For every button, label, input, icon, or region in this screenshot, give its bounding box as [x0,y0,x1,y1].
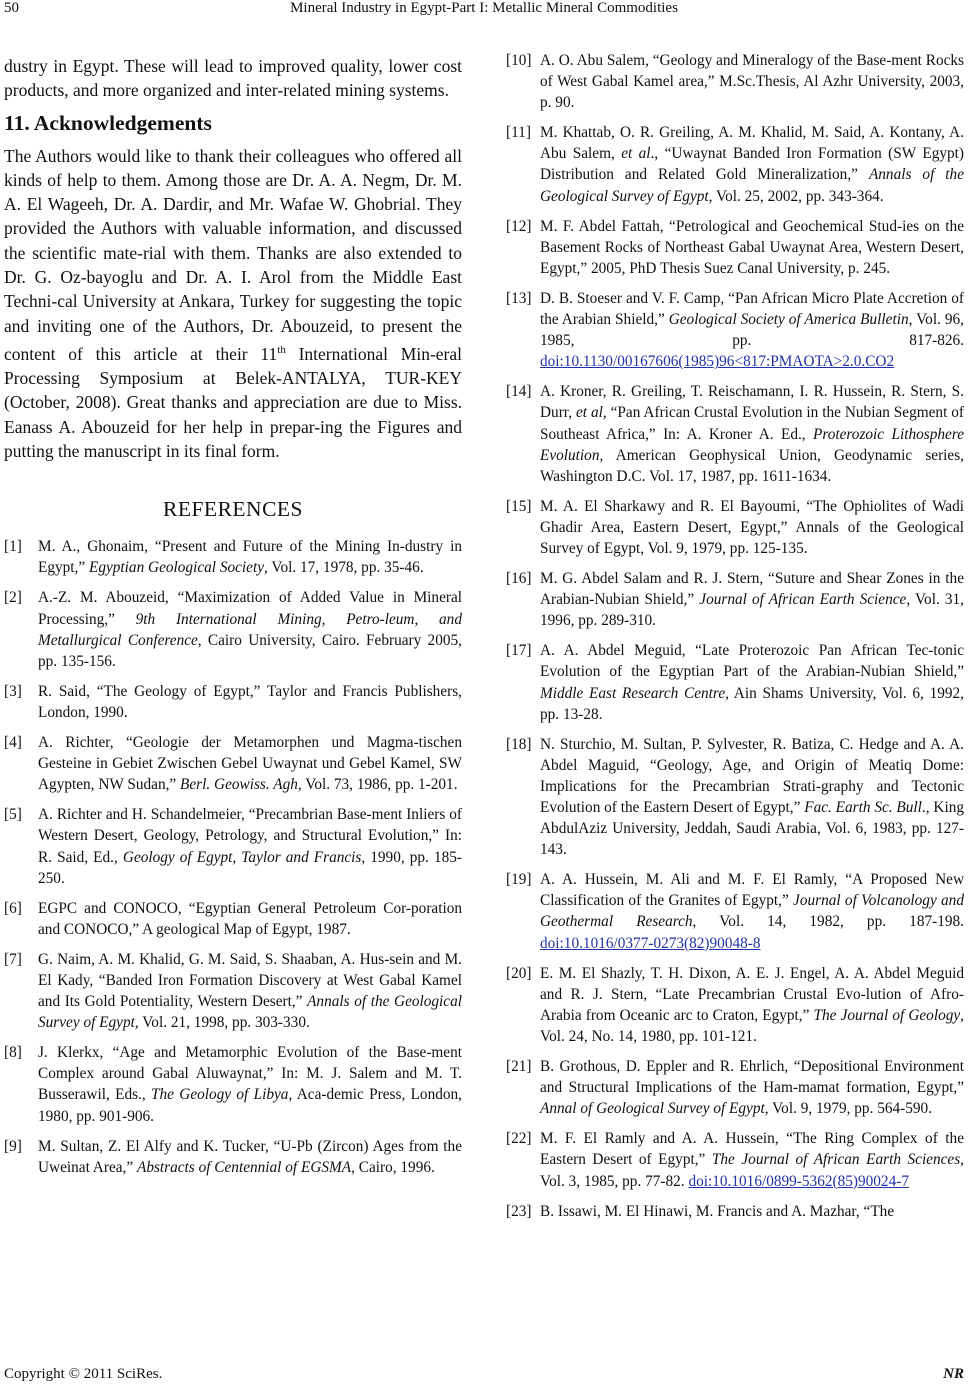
reference-segment: , “Pan African Crustal Evolution in the Nubian Segment of Southeast Africa,” In: A. Kroner A. Ed., [540,404,964,443]
reference-segment: , Cairo University, Cairo. February 2005, pp. 135-156. [38,631,462,670]
reference-number: [9] [4,1137,22,1155]
reference-entry [506,1201,964,1222]
copyright: Copyright © 2011 SciRes. [4,1366,163,1382]
reference-number: [13] [506,289,532,307]
page-footer [4,1366,964,1383]
reference-segment: A. Kroner, R. Greiling, T. Reischamann, I. R. Hussein, R. Stern, S. Durr, [540,383,964,422]
reference-segment: American Geophysical Union, Geodynamic series, Washington D.C. Vol. 17, 1987, pp. 1611-1634. [540,446,964,485]
reference-segment: M. G. Abdel Salam and R. J. Stern, “Suture and Shear Zones in the Arabian-Nubian Shield,” [540,570,964,609]
reference-segment: B. Issawi, M. El Hinawi, M. Francis and A. Mazhar, “The [540,1202,895,1220]
reference-italic: Geological Society of America Bulletin [668,311,909,329]
reference-italic: Egyptian Geological Society [88,559,264,577]
reference-text [540,568,964,631]
reference-entry [506,381,964,486]
reference-number: [6] [4,899,22,917]
reference-italic: The Journal of Geology [813,1006,961,1024]
reference-entry [4,949,462,1033]
reference-entry [506,869,964,953]
reference-segment: , Vol. 17, 1978, pp. 35-46. [264,559,424,577]
reference-text [38,681,462,723]
reference-segment: M. A., Ghonaim, “Present and Future of the Mining In-dustry in Egypt,” [38,538,462,577]
reference-number: [23] [506,1202,532,1220]
reference-entry [506,568,964,631]
reference-entry [4,536,462,578]
reference-italic: The Journal of African Earth Sciences [711,1151,961,1169]
reference-number: [4] [4,734,22,752]
reference-segment: M. A. El Sharkawy and R. El Bayoumi, “The Ophiolites of Wadi Ghadir Area, Eastern Desert, Egypt,” Annals of the Geological Survey of Egypt, Vol. 9, 1979, pp. 125-135. [540,497,964,557]
reference-number: [20] [506,964,532,982]
reference-segment: , Vol. 14, 1982, pp. 187-198. [692,913,964,931]
reference-segment: , Ain Shams University, Vol. 6, 1992, pp. 13-28. [540,684,964,723]
references-heading: REFERENCES [163,497,303,522]
reference-list-right [506,50,964,1222]
reference-segment: ., King AbdulAziz University, Jeddah, Saudi Arabia, Vol. 6, 1983, pp. 127-143. [540,799,964,859]
reference-number: [21] [506,1058,532,1076]
reference-segment: , Vol. 3, 1985, pp. 77-82. [540,1151,964,1190]
doi-link[interactable]: doi:10.1016/0899-5362(85)90024-7 [688,1172,909,1190]
reference-segment: G. Naim, A. M. Khalid, G. M. Said, S. Shaaban, A. Hus-sein and M. El Kady, “Banded Iron Formation Discovery at West Gabal Kamel and Its Gold Potentiality, Western Desert,” [38,950,462,1011]
reference-text [540,216,964,279]
reference-entry [4,1042,462,1126]
reference-text [38,587,462,671]
reference-italic: 9th International Mining, Petro-leum, and Metallurgical Conference [38,610,462,649]
reference-italic: Journal of Volcanology and Geothermal Research [540,892,964,931]
reference-segment: B. Grothous, D. Eppler and R. Ehrlich, “Depositional Environment and Structural Implications of the Ham-mamat formation, Egypt,” [540,1058,964,1097]
reference-italic: et al [576,404,603,422]
reference-italic: Annals of the Geological Survey of Egypt [540,166,964,205]
reference-entry [4,898,462,940]
reference-segment: , Vol. 24, No. 14, 1980, pp. 101-121. [540,1006,964,1045]
reference-entry [506,640,964,724]
reference-text [540,381,964,486]
reference-segment: A. Richter, “Geologie der Metamorphen und Magma-tischen Gesteine in Gebiet Zwischen Gebel Uwaynat und Gebel Kamel, SW Agypten, NW Sudan,” [38,734,462,794]
reference-italic: Abstracts of Centennial of EGSMA [136,1158,352,1176]
ack-text-part1: The Authors would like to thank their colleagues who offered all kinds of help to them. Among those are Dr. A. A. Negm, Dr. M. A. El Wageeh, Dr. A. Dardir, and Mr. Wafae W. Ghobrial. They provided the Authors with valuable information, and discussed the scientific mate-rial with them. Thanks are also extended to Dr. G. Oz-bayoglu and Dr. A. I. Arol from the Middle East Techni-cal University at Ankara, Turkey for suggesting the topic and inviting one of the Authors, Dr. Abouzeid, to present the content of this article at their 11 [4,145,462,364]
reference-number: [5] [4,806,22,824]
reference-number: [17] [506,642,532,660]
reference-text [540,288,964,372]
reference-entry [506,50,964,113]
doi-link[interactable]: doi:10.1130/00167606(1985)96<817:PMAOTA>2.0.CO2 [540,353,895,371]
reference-segment: , Vol. 96, 1985, pp. 817-826. [540,311,964,350]
reference-entry [4,1136,462,1178]
reference-text [540,50,964,113]
running-header [0,0,968,24]
reference-segment: A. Richter and H. Schandelmeier, “Precambrian Base-ment Inliers of Western Desert, Geology, Petrology, and Structural Evolution,” In: R. Said, Ed., [38,806,462,866]
reference-segment: , Vol. 25, 2002, pp. 343-364. [708,187,884,205]
reference-number: [16] [506,570,532,588]
running-title: Mineral Industry in Egypt-Part I: Metallic Mineral Commodities [290,0,678,16]
reference-text [38,804,462,888]
reference-number: [1] [4,538,22,556]
reference-number: [8] [4,1044,22,1062]
reference-number: [7] [4,950,22,968]
reference-text [540,869,964,953]
left-column [4,54,462,1187]
reference-italic: Berl. Geowiss. Agh [180,776,298,794]
reference-segment: M. F. Abdel Fattah, “Petrological and Geochemical Stud-ies on the Basement Rocks of Northeast Gabal Uwaynat Area, Western Desert, Egypt,” 2005, PhD Thesis Suez Canal University, p. 245. [540,217,964,277]
reference-italic: et al [621,145,651,163]
reference-list-left [4,536,462,1178]
ack-text-part2: International Min-eral Processing Symposium at Belek-ANTALYA, TUR-KEY (October, 2008). Great thanks and appreciation are due to Miss. Eanass A. Abouzeid for her help in prepar-ing the Figures and putting the manuscript in its final form. [4,343,462,461]
reference-entry [506,734,964,861]
reference-text [540,1128,964,1191]
reference-number: [10] [506,52,532,69]
reference-text [540,496,964,559]
reference-italic: Fac. Earth Sc. Bull [804,799,922,816]
reference-number: [18] [506,735,532,753]
reference-entry [506,122,964,206]
reference-number: [3] [4,682,22,700]
reference-text [38,536,462,578]
reference-segment: E. M. El Shazly, T. H. Dixon, A. E. J. Engel, A. A. Abdel Meguid and R. J. Stern, “Late Precambrian Crustal Evo-lution of Afro-Arabia from Oceanic arc to Craton, Egypt,” [540,964,964,1024]
reference-text [540,963,964,1047]
reference-segment: N. Sturchio, M. Sultan, P. Sylvester, R. Batiza, C. Hedge and A. A. Abdel Maguid, “Geology, Age, and Origin of Meatiq Dome: Implications for the Precambrian Strati-graphy and Tectonic Evolution of the Eastern Desert of Egypt,” [540,735,964,816]
reference-segment: M. Khattab, O. R. Greiling, A. M. Khalid, M. Said, A. Kontany, A. Abu Salem, [540,124,964,163]
reference-segment: M. F. El Ramly and A. A. Hussein, “The Ring Complex of the Eastern Desert of Egypt,” [540,1130,964,1169]
reference-text [38,949,462,1033]
ack-superscript: th [277,343,286,356]
reference-entry [4,681,462,723]
right-column [506,50,964,1231]
reference-segment: J. Klerkx, “Age and Metamorphic Evolution of the Base-ment Complex around Gabal Aluwaynat,” In: M. J. Salem and M. T. Busserawil, Eds., [38,1044,462,1104]
reference-italic: Annal of Geological Survey of Egypt [540,1100,765,1118]
reference-text [38,1042,462,1126]
reference-entry [506,1056,964,1119]
reference-segment: , Cairo, 1996. [351,1158,435,1176]
reference-segment: A. A. Hussein, M. Ali and M. F. El Ramly, “A Proposed New Classification of the Granites of Egypt,” [540,871,964,910]
reference-text [38,898,462,940]
reference-entry [4,732,462,795]
reference-entry [4,587,462,671]
reference-segment: A. O. Abu Salem, “Geology and Mineralogy of the Base-ment Rocks of West Gabal Kamel area,” M.Sc.Thesis, Al Azhr University, 2003, p. 90. [540,52,964,112]
reference-italic: Annals of the Geological Survey of Egypt [38,993,462,1032]
reference-number: [2] [4,589,22,607]
reference-segment: , 1990, pp. 185-250. [38,848,462,887]
reference-number: [19] [506,871,532,889]
reference-text [540,1056,964,1119]
reference-italic: The Geology of Libya [151,1086,289,1104]
reference-number: [15] [506,497,532,515]
journal-abbrev: NR [943,1366,964,1382]
doi-link[interactable]: doi:10.1016/0377-0273(82)90048-8 [540,934,761,952]
section-heading: 11. Acknowledgements [4,110,212,135]
reference-entry [506,216,964,279]
reference-segment: R. Said, “The Geology of Egypt,” Taylor and Francis Publishers, London, 1990. [38,682,462,721]
reference-text [38,1136,462,1178]
reference-segment: ., “Uwaynat Banded Iron Formation (SW Egypt) Distribution and Related Gold Mineralization,” [540,145,964,184]
reference-segment: , Vol. 31, 1996, pp. 289-310. [540,591,964,630]
reference-entry [506,1128,964,1191]
reference-italic: Proterozoic Lithosphere Evolution, [540,425,964,464]
reference-segment: , Vol. 9, 1979, pp. 564-590. [764,1100,933,1118]
reference-entry [506,496,964,559]
reference-segment: , Vol. 21, 1998, pp. 303-330. [134,1014,310,1032]
reference-segment: M. Sultan, Z. El Alfy and K. Tucker, “U-Pb (Zircon) Ages from the Uweinat Area,” [38,1137,462,1176]
reference-text [38,732,462,795]
reference-number: [22] [506,1130,532,1148]
reference-italic: Geology of Egypt, Taylor and Francis [122,848,362,866]
reference-text [540,640,964,724]
intro-paragraph: dustry in Egypt. These will lead to improved quality, lower cost products, and more organized and inter-related mining systems. [4,56,462,101]
reference-text [540,734,964,861]
reference-segment: EGPC and CONOCO, “Egyptian General Petroleum Cor-poration and CONOCO,” A geological Map of Egypt, 1987. [38,899,462,938]
reference-number: [12] [506,217,532,235]
reference-segment: A. A. Abdel Meguid, “Late Proterozoic Pan African Tec-tonic Evolution of the Egyptian Part of the Arabian-Nubian Shield,” [540,642,964,681]
reference-segment: , Vol. 73, 1986, pp. 1-201. [297,776,458,794]
reference-entry [506,288,964,372]
reference-number: [11] [506,124,531,142]
reference-entry [506,963,964,1047]
reference-segment: A.-Z. M. Abouzeid, “Maximization of Added Value in Mineral Processing,” [38,589,462,628]
reference-italic: Middle East Research Centre [540,684,726,702]
reference-italic: Journal of African Earth Science [699,591,907,609]
reference-segment: , Aca-demic Press, London, 1980, pp. 901-906. [38,1086,462,1125]
reference-text [540,122,964,206]
page-number: 50 [4,0,19,16]
acknowledgements-paragraph [4,144,462,464]
reference-entry [4,804,462,888]
reference-segment: D. B. Stoeser and V. F. Camp, “Pan African Micro Plate Accretion of the Arabian Shield,” [540,289,964,329]
reference-number: [14] [506,383,532,401]
reference-text [540,1201,964,1222]
